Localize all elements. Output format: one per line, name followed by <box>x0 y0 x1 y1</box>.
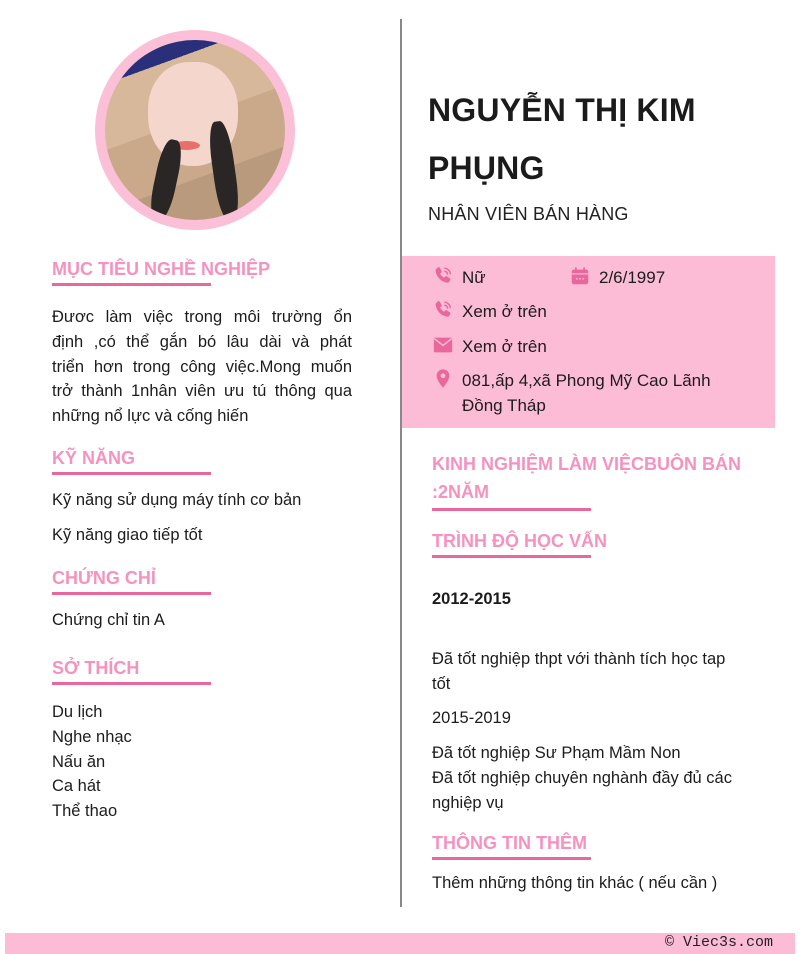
email-value: Xem ở trên <box>462 337 547 356</box>
hobbies-section <box>52 656 352 824</box>
education-period-1: 2012-2015 <box>432 590 511 608</box>
additional-info-title: THÔNG TIN THÊM <box>432 833 587 853</box>
experience-section <box>432 450 772 511</box>
additional-info-text: Thêm những thông tin khác ( nếu cần ) <box>432 874 718 892</box>
section-underline <box>52 682 211 685</box>
phone-icon <box>432 265 454 287</box>
education-title: TRÌNH ĐỘ HỌC VẤN <box>432 531 607 551</box>
skills-title: KỸ NĂNG <box>52 448 136 468</box>
objective-section <box>52 257 352 429</box>
hobby-item: Nghe nhạc <box>52 727 132 746</box>
contact-info-panel <box>402 256 775 428</box>
education-section <box>432 529 772 816</box>
job-title: NHÂN VIÊN BÁN HÀNG <box>428 204 629 224</box>
gender-row <box>432 265 486 290</box>
hobby-item: Thể thao <box>52 802 118 821</box>
objective-line: trở thành 1nhân viên ưu tú thông qua <box>52 382 352 401</box>
hobbies-title: SỞ THÍCH <box>52 658 140 678</box>
education-desc-1: Đã tốt nghiệp thpt với thành tích học tap tốt <box>432 649 726 693</box>
hobby-item: Du lịch <box>52 703 103 721</box>
profile-header <box>428 80 768 225</box>
additional-info-section <box>432 831 772 896</box>
skill-item: Kỹ năng giao tiếp tốt <box>52 525 203 544</box>
column-divider <box>400 19 402 907</box>
footer-copyright: © Viec3s.com <box>664 934 773 951</box>
hobby-item: Ca hát <box>52 777 101 796</box>
objective-line: định ,có thể gắn bó lâu dài và phát <box>52 332 352 351</box>
full-name-line2: PHỤNG <box>428 150 545 186</box>
birthdate-row <box>569 265 665 290</box>
section-underline <box>432 555 591 558</box>
email-row <box>432 334 547 359</box>
experience-title-line1: KINH NGHIỆM LÀM VIỆCBUÔN BÁN <box>432 454 741 474</box>
map-pin-icon <box>432 368 454 390</box>
certificates-section <box>52 566 352 633</box>
full-name-line1: NGUYỄN THỊ KIM <box>428 92 696 128</box>
section-underline <box>52 592 211 595</box>
skill-item: Kỹ năng sử dụng máy tính cơ bản <box>52 491 302 509</box>
profile-photo <box>105 40 285 220</box>
section-underline <box>432 857 591 860</box>
phone-value: Xem ở trên <box>462 302 547 321</box>
address-row <box>432 368 711 418</box>
objective-line: Đươc làm việc trong môi trường ổn <box>52 308 352 326</box>
experience-title-line2: :2NĂM <box>432 482 489 502</box>
avatar <box>95 30 295 230</box>
education-desc-2: Đã tốt nghiệp Sư Phạm Mầm Non Đã tốt nghiệp chuyên nghành đầy đủ các nghiệp vụ <box>432 744 732 812</box>
section-underline <box>432 508 591 511</box>
objective-line: những nổ lực và cống hiến <box>52 407 249 426</box>
phone-icon <box>432 299 454 321</box>
birthdate-value: 2/6/1997 <box>599 268 666 287</box>
calendar-icon <box>569 265 591 287</box>
footer-bar <box>5 933 795 954</box>
objective-line: triển hơn trong công việc.Mong muốn <box>52 357 352 376</box>
skills-section <box>52 446 352 548</box>
envelope-icon <box>432 334 454 356</box>
gender-value: Nữ <box>462 268 486 287</box>
certificates-title: CHỨNG CHỈ <box>52 568 156 588</box>
section-underline <box>52 472 211 475</box>
phone-row <box>432 299 547 324</box>
address-value: 081,ấp 4,xã Phong Mỹ Cao Lãnh Đồng Tháp <box>462 371 711 415</box>
objective-text <box>52 305 352 429</box>
hobby-item: Nấu ăn <box>52 752 106 771</box>
hobby-list <box>52 700 352 824</box>
section-underline <box>52 283 211 286</box>
certificate-item: Chứng chỉ tin A <box>52 611 165 629</box>
objective-title: MỤC TIÊU NGHỀ NGHIỆP <box>52 259 271 279</box>
education-period-2: 2015-2019 <box>432 709 511 728</box>
